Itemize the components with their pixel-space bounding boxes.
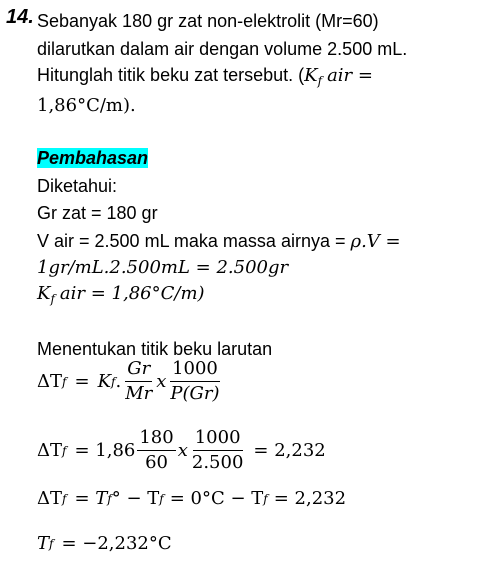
v-air-text: V air = 2.500 mL maka massa airnya =: [37, 231, 346, 251]
eq2-coef: = 1,86: [74, 440, 136, 461]
eq1-lhs: ΔT: [37, 371, 63, 392]
eq2-num1: 180: [137, 427, 175, 451]
eq2-lhs: ΔT: [37, 440, 63, 461]
eq3-part4: = 2,232: [273, 488, 347, 509]
eq3-part3: = 0°C − T: [169, 488, 264, 509]
eq1-equals: =: [74, 371, 90, 392]
eq1-k: K: [97, 371, 112, 392]
eq1-den2: P(Gr): [170, 383, 220, 404]
solution-heading-row: [37, 147, 148, 169]
eq2-fraction-2: [190, 427, 246, 474]
eq4-rhs: = −2,232°C: [61, 533, 172, 554]
eq1-x: x: [156, 371, 167, 392]
kf-symbol: $K_f$: [304, 65, 323, 88]
problem-line-4-math: 1,86°C/m).: [37, 95, 136, 116]
solution-heading: Pembahasan: [37, 148, 149, 168]
diketahui-label: Diketahui:: [37, 176, 118, 196]
gr-zat-line: Gr zat = 180 gr: [37, 203, 158, 223]
subheading: Menentukan titik beku larutan: [37, 339, 273, 359]
kf-line-math: air = 1,86°C/m): [59, 283, 205, 304]
equation-3: ΔT f = T f ° − T f = 0°C − T f = 2,232: [37, 488, 347, 509]
problem-line-4: [37, 94, 136, 117]
problem-line-1: Sebanyak 180 gr zat non-elektrolit (Mr=60): [37, 11, 379, 31]
v-air-line-2: [37, 256, 288, 279]
eq3-lhs: ΔT: [37, 488, 63, 509]
problem-number: 14.: [6, 6, 34, 28]
eq2-num2: 1000: [193, 427, 243, 451]
equation-1: ΔT f = K f . $\frac{Gr}{Mr}$ x $\frac{1000}{P(Gr)}$: [37, 358, 220, 404]
eq2-fraction-1: [137, 427, 175, 474]
eq1-num2: 1000: [170, 358, 220, 382]
kf-line: [37, 282, 205, 310]
eq2-den1: 60: [145, 452, 168, 473]
eq1-fraction-1: [123, 358, 154, 405]
eq1-num1: Gr: [125, 358, 152, 382]
eq2-x: x: [177, 440, 188, 461]
problem-line-2: dilarutkan dalam air dengan volume 2.500 mL.: [37, 39, 408, 59]
v-air-math: ρ.V =: [350, 231, 401, 252]
kf-symbol-2: $K_f$: [37, 283, 55, 306]
eq1-fraction-2: [168, 358, 221, 405]
equation-4: T f = −2,232°C: [37, 533, 172, 554]
eq3-part2: ° − T: [111, 488, 160, 509]
problem-line-3-text: Hitunglah titik beku zat tersebut. (: [37, 65, 305, 85]
eq2-result: = 2,232: [253, 440, 326, 461]
eq3-part1: = T: [74, 488, 108, 509]
eq1-dot: .: [115, 371, 122, 392]
v-air-line-2-math: 1gr/mL.2.500mL = 2.500gr: [37, 257, 289, 278]
problem-line-3-math: air =: [327, 65, 373, 86]
eq1-den1: Mr: [125, 383, 153, 404]
v-air-line: [37, 230, 401, 253]
problem-line-3: [37, 64, 373, 92]
eq2-den2: 2.500: [191, 452, 244, 473]
equation-2: ΔT f = 1,86 $\frac{180}{60}$ x $\frac{1000}{2.500}$ = 2,232: [37, 427, 326, 473]
eq4-lhs: T: [37, 533, 50, 554]
